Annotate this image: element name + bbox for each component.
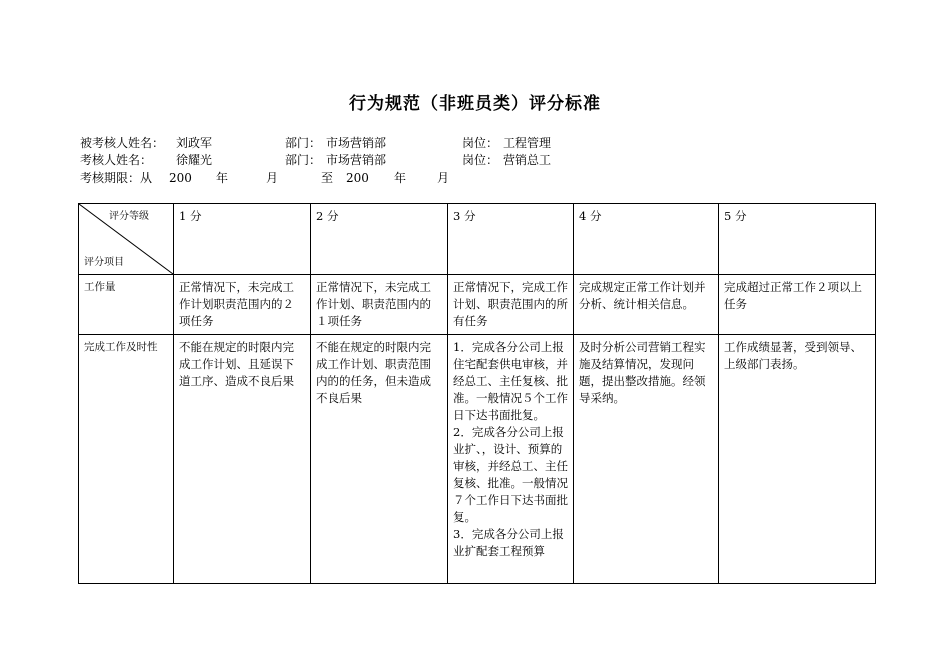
examiner-dept-label: 部门： (285, 153, 322, 167)
period-end-month-unit: 月 (437, 171, 450, 185)
level-header-5: 5 分 (719, 204, 876, 275)
table-row (79, 275, 876, 335)
corner-header-cell (79, 204, 174, 275)
period-to-label: 至 (321, 171, 334, 185)
examinee-post: 工程管理 (503, 136, 552, 150)
table-cell: 正常情况下，未完成工作计划职责范围内的２项任务 (174, 275, 311, 335)
period-start-year: 200 (169, 171, 192, 185)
period-start-month-unit: 月 (266, 171, 279, 185)
examiner-post: 营销总工 (503, 153, 552, 167)
header-row (79, 204, 876, 275)
period-end-year: 200 (346, 171, 369, 185)
table-row (79, 335, 876, 584)
table-cell: 完成规定正常工作计划并分析、统计相关信息。 (574, 275, 719, 335)
level-header-3: 3 分 (448, 204, 574, 275)
examinee-name: 刘政军 (176, 136, 213, 150)
period-end-year-unit: 年 (394, 171, 407, 185)
document-title: 行为规范（非班员类）评分标准 (349, 94, 601, 114)
examiner-label: 考核人姓名： (80, 153, 153, 167)
level-header-4: 4 分 (574, 204, 719, 275)
level-header-1: 1 分 (174, 204, 311, 275)
table-cell: 完成超过正常工作２项以上任务 (719, 275, 876, 335)
examinee-dept: 市场营销部 (326, 136, 387, 150)
table-cell: 1．完成各分公司上报住宅配套供电审核，并经总工、主任复核、批准。一般情况５个工作日下达书面批复。 2．完成各分公司上报业扩、，设计、预算的审核，并经总工、主任复核、批准。一般情况７个工作日下达书面批复。 3．完成各分公司上报业扩配套工程预算 (448, 335, 574, 584)
period-label: 考核期限：从 (80, 171, 153, 185)
examiner-name: 徐耀光 (176, 153, 213, 167)
item-workload: 工作量 (79, 275, 174, 335)
examiner-dept: 市场营销部 (326, 153, 387, 167)
scoring-table (78, 203, 876, 584)
corner-label-level: 评分等级 (109, 211, 149, 222)
level-header-2: 2 分 (311, 204, 448, 275)
examinee-dept-label: 部门： (285, 136, 322, 150)
item-timeliness: 完成工作及时性 (79, 335, 174, 584)
corner-label-item: 评分项目 (84, 257, 124, 268)
table-cell: 正常情况下，未完成工作计划、职责范围内的１项任务 (311, 275, 448, 335)
table-cell: 工作成绩显著，受到领导、上级部门表扬。 (719, 335, 876, 584)
table-cell: 及时分析公司营销工程实施及结算情况，发现问题，提出整改措施。经领导采纳。 (574, 335, 719, 584)
examinee-post-label: 岗位： (462, 136, 499, 150)
table-cell: 不能在规定的时限内完成工作计划、且延误下道工序、造成不良后果 (174, 335, 311, 584)
period-start-year-unit: 年 (216, 171, 229, 185)
table-cell: 不能在规定的时限内完成工作计划、职责范围内的的任务，但未造成不良后果 (311, 335, 448, 584)
table-cell: 正常情况下，完成工作计划、职责范围内的所有任务 (448, 275, 574, 335)
examinee-label: 被考核人姓名： (80, 136, 165, 150)
examiner-post-label: 岗位： (462, 153, 499, 167)
